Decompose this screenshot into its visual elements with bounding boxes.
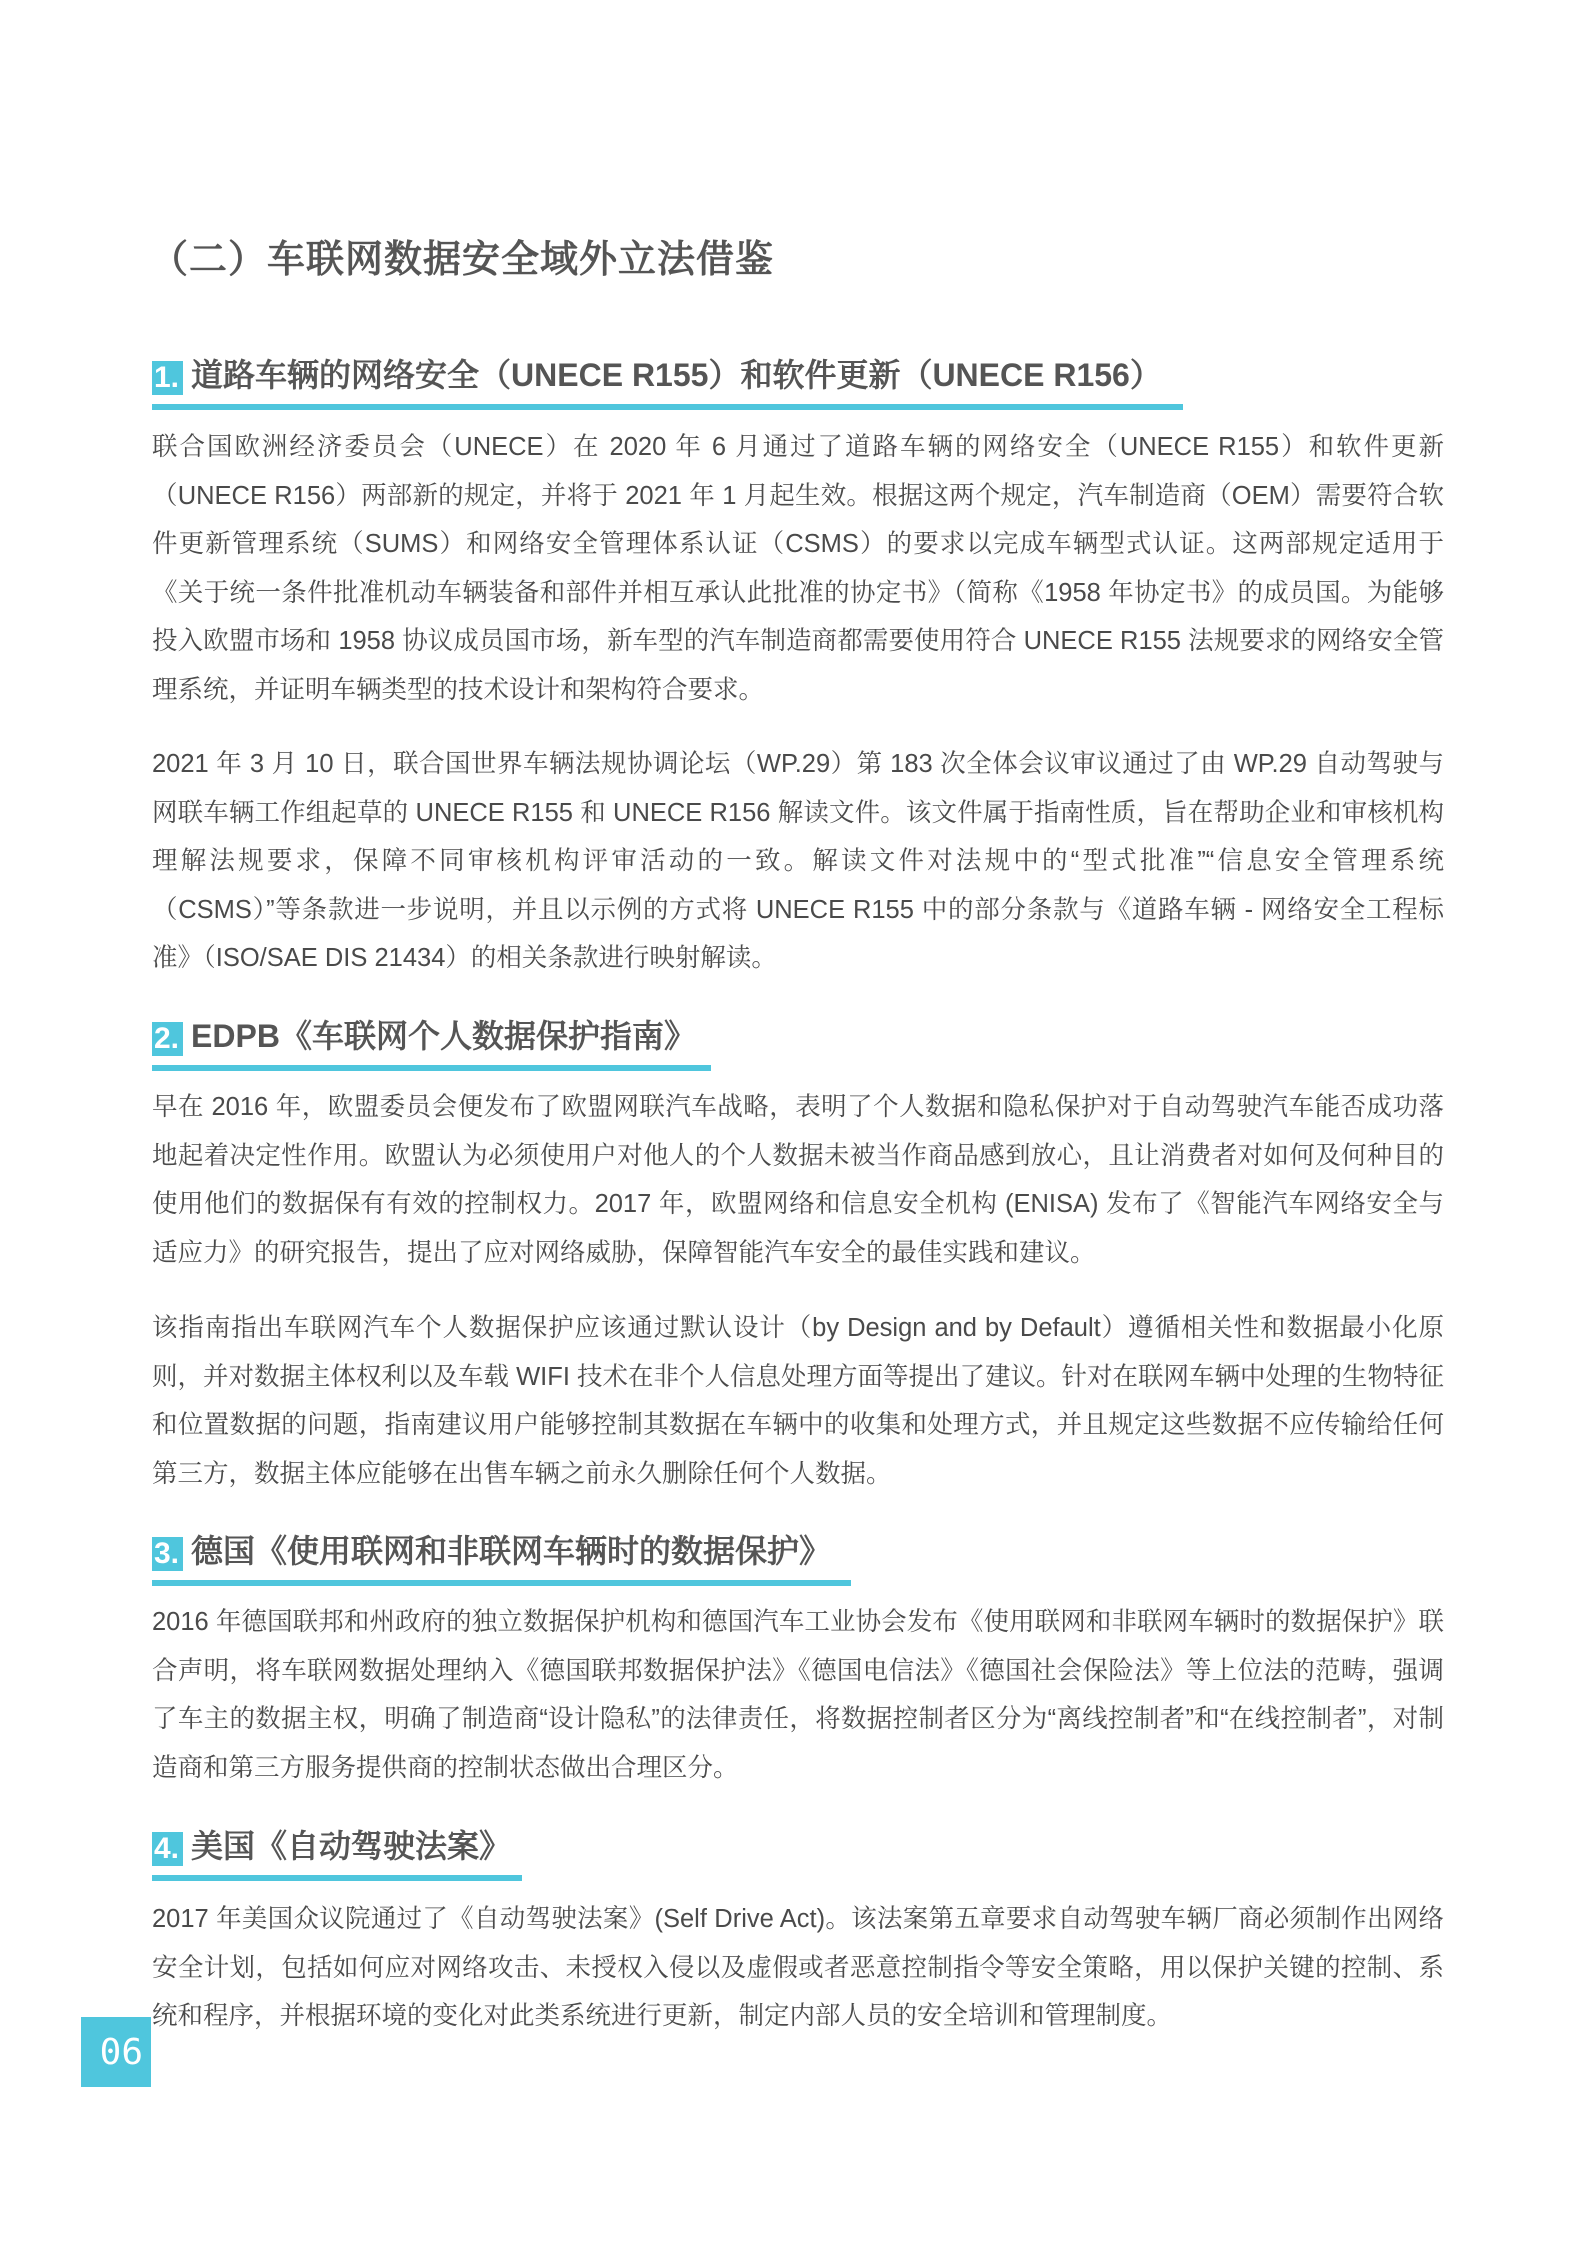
section-title: （二）车联网数据安全域外立法借鉴: [150, 239, 775, 281]
heading-number: 3.: [152, 1537, 183, 1571]
heading-number: 2.: [152, 1022, 183, 1056]
heading-text: 美国《自动驾驶法案》: [191, 1828, 512, 1864]
heading-text: EDPB《车联网个人数据保护指南》: [191, 1018, 696, 1054]
heading-underline: [152, 1875, 522, 1881]
heading-4: [152, 1821, 511, 1867]
paragraph: 该指南指出车联网汽车个人数据保护应该通过默认设计（by Design and by Default）遵循相关性和数据最小化原则，并对数据主体权利以及车载 WIFI 技术在非个人信息处理方面等提出了建议。针对在联网车辆中处理的生物特征和位置数据的问题，指南建议用户能够控制其数据在车辆中的收集和处理方式，并且规定这些数据不应传输给任何第三方，数据主体应能够在出售车辆之前永久删除任何个人数据。: [152, 1314, 1444, 1488]
heading-number: 1.: [152, 361, 183, 395]
heading-underline: [152, 1065, 711, 1071]
paragraph: 2016 年德国联邦和州政府的独立数据保护机构和德国汽车工业协会发布《使用联网和非联网车辆时的数据保护》联合声明，将车联网数据处理纳入《德国联邦数据保护法》《德国电信法》《德国社会保险法》等上位法的范畴，强调了车主的数据主权，明确了制造商“设计隐私”的法律责任，将数据控制者区分为“离线控制者”和“在线控制者”，对制造商和第三方服务提供商的控制状态做出合理区分。: [152, 1608, 1444, 1782]
paragraph: 2021 年 3 月 10 日，联合国世界车辆法规协调论坛（WP.29）第 183 次全体会议审议通过了由 WP.29 自动驾驶与网联车辆工作组起草的 UNECE R155 和 UNECE R156 解读文件。该文件属于指南性质，旨在帮助企业和审核机构理解法规要求，保障不同审核机构评审活动的一致。解读文件对法规中的“型式批准”“信息安全管理系统（CSMS）”等条款进一步说明，并且以示例的方式将 UNECE R155 中的部分条款与《道路车辆 - 网络安全工程标准》（ISO/SAE DIS 21434）的相关条款进行映射解读。: [152, 750, 1444, 972]
heading-3: [152, 1526, 831, 1572]
heading-1: [152, 350, 1162, 396]
heading-underline: [152, 1580, 851, 1586]
heading-text: 德国《使用联网和非联网车辆时的数据保护》: [191, 1533, 832, 1569]
paragraph: 联合国欧洲经济委员会（UNECE）在 2020 年 6 月通过了道路车辆的网络安全（UNECE R155）和软件更新（UNECE R156）两部新的规定，并将于 2021 年 1 月起生效。根据这两个规定，汽车制造商（OEM）需要符合软件更新管理系统（SUMS）和网络安全管理体系认证（CSMS）的要求以完成车辆型式认证。这两部规定适用于《关于统一条件批准机动车辆装备和部件并相互承认此批准的协定书》（简称《1958 年协定书》的成员国。为能够投入欧盟市场和 1958 协议成员国市场，新车型的汽车制造商都需要使用符合 UNECE R155 法规要求的网络安全管理系统，并证明车辆类型的技术设计和架构符合要求。: [152, 433, 1444, 704]
paragraph: 2017 年美国众议院通过了《自动驾驶法案》(Self Drive Act)。该法案第五章要求自动驾驶车辆厂商必须制作出网络安全计划，包括如何应对网络攻击、未授权入侵以及虚假或者恶意控制指令等安全策略，用以保护关键的控制、系统和程序，并根据环境的变化对此类系统进行更新，制定内部人员的安全培训和管理制度。: [152, 1905, 1444, 2030]
heading-text: 道路车辆的网络安全（UNECE R155）和软件更新（UNECE R156）: [191, 357, 1162, 393]
page-number: 06: [81, 2017, 151, 2087]
paragraph: 早在 2016 年，欧盟委员会便发布了欧盟网联汽车战略，表明了个人数据和隐私保护对于自动驾驶汽车能否成功落地起着决定性作用。欧盟认为必须使用户对他人的个人数据未被当作商品感到放心，且让消费者对如何及何种目的使用他们的数据保有有效的控制权力。2017 年，欧盟网络和信息安全机构 (ENISA) 发布了《智能汽车网络安全与适应力》的研究报告，提出了应对网络威胁，保障智能汽车安全的最佳实践和建议。: [152, 1093, 1444, 1267]
heading-number: 4.: [152, 1832, 183, 1866]
heading-underline: [152, 404, 1183, 410]
heading-2: [152, 1011, 696, 1057]
